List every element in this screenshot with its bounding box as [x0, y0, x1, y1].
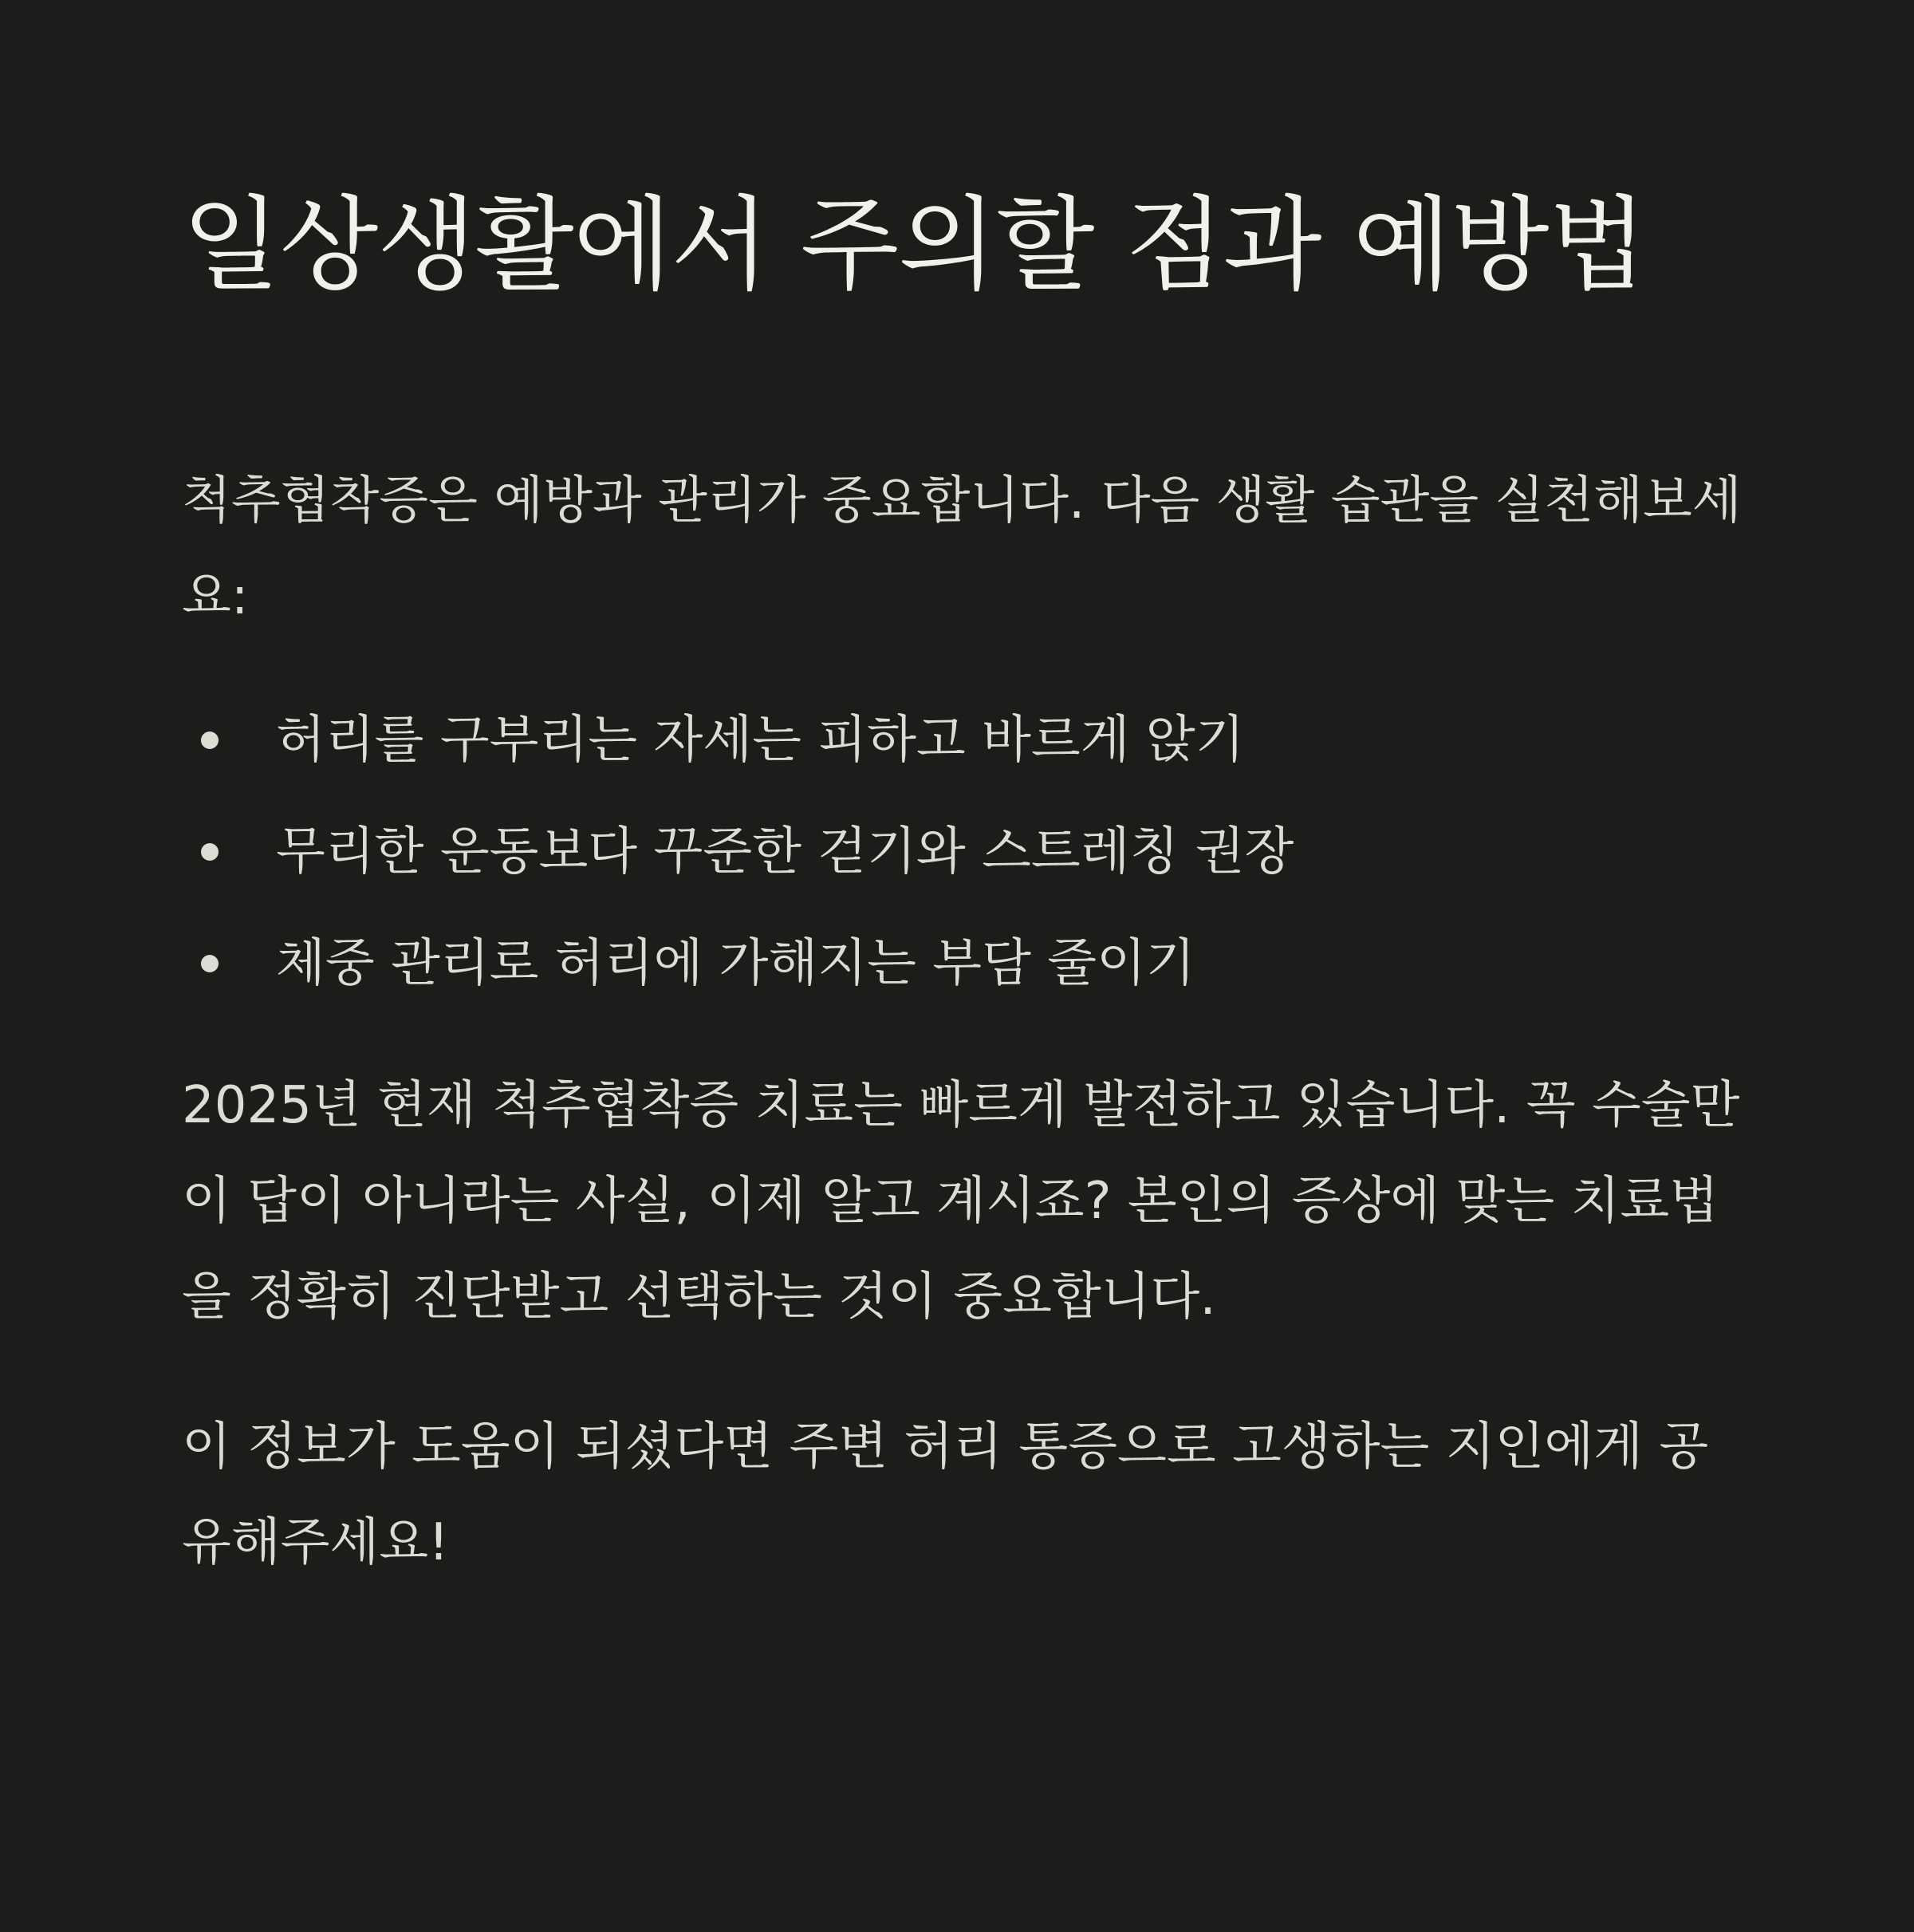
page-title: 일상생활에서 주의할 점과 예방법 [182, 186, 1647, 305]
bullet-icon [201, 955, 219, 972]
tip-text: 허리를 구부리는 자세는 피하고 바르게 앉기 [276, 711, 1245, 770]
status-paragraph: 2025년 현재 척추협착증 치료는 빠르게 발전하고 있습니다. 꼭 수술만이 답이 아니라는 사실, 이제 알고 계시죠? 본인의 증상에 맞는 치료법을 정확히 진단받고 선택하는 것이 중요합니다. [182, 1076, 1740, 1327]
list-item [182, 684, 1745, 796]
tip-text: 무리한 운동보다 꾸준한 걷기와 스트레칭 권장 [276, 822, 1294, 881]
share-paragraph: 이 정보가 도움이 되셨다면 주변 허리 통증으로 고생하는 지인에게 공유해주세요! [182, 1417, 1709, 1572]
intro-paragraph: 척추협착증은 예방과 관리가 중요합니다. 다음 생활 습관을 실천해보세요: [182, 471, 1742, 626]
tip-text: 체중 관리로 허리에 가해지는 부담 줄이기 [276, 934, 1195, 993]
bullet-icon [201, 731, 219, 749]
article-body [182, 174, 1745, 1591]
list-item [182, 908, 1745, 1019]
tips-list [182, 684, 1745, 1019]
bullet-icon [201, 843, 219, 861]
list-item [182, 796, 1745, 908]
